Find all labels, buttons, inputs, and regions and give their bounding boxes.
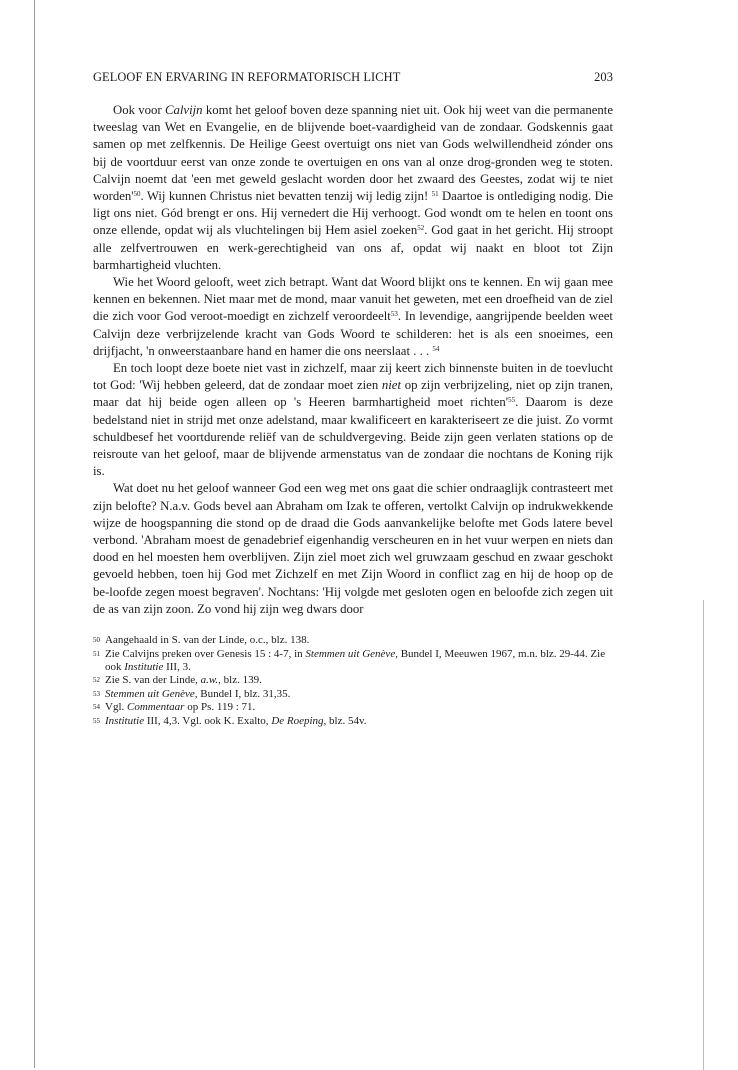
footnote-number: 53 — [93, 689, 100, 698]
text-run: Bundel I, Meeuwen 1967, m.n. blz. 29-44. Zie ook — [105, 647, 606, 673]
footnote — [93, 715, 613, 728]
page-number: 203 — [594, 70, 613, 84]
page — [93, 70, 613, 728]
italic-run: a.w., — [200, 674, 221, 687]
italic-run: Institutie — [105, 714, 145, 727]
italic-run: Calvijn — [165, 103, 203, 117]
footnote-text — [105, 674, 613, 687]
scan-left-edge — [34, 0, 35, 1068]
paragraph — [93, 360, 613, 480]
footnote-number: 50 — [93, 636, 100, 645]
text-run: . God gaat in het gericht. Hij stroopt alle zelfvertrouwen en werk-gerechtigheid van ons af, opdat wij naakt en bloot tot Zijn barmhartigheid vluchten. — [93, 223, 613, 272]
footnote-text — [105, 648, 613, 675]
text-run: Daartoe is ontlediging nodig. Die ligt ons niet. Gód brengt er ons. Hij vernedert die Hij verhoogt. God wondt om te helen en toont ons onze ellende, opdat wij als vluchtelingen bij Hem asiel zoeken — [93, 189, 613, 238]
footnote-text — [105, 634, 613, 647]
text-run: . Daarom is deze bedelstand niet in strijd met onze adelstand, maar kwalificeert en karakteriseert ze die juist. Zo vormt schuldbesef het voortdurende reliëf van de schuldvergeving. Beide zijn geen verlaten stations op de reisroute van het geloof, maar de blijvende armenstatus van de zondaar die nochtans de Koning rijk is. — [93, 395, 613, 479]
footnote-ref: 54 — [432, 344, 440, 353]
text-run: Zie Calvijns preken over Genesis 15 : 4-7, in — [105, 647, 306, 660]
text-run: . Wij kunnen Christus niet bevatten tenzij wij ledig zijn! — [140, 189, 432, 204]
footnote-ref: 53 — [390, 310, 398, 319]
text-run: Wie het Woord gelooft, weet zich betrapt. Want dat Woord blijkt ons te kennen. En wij gaan mee kennen en bekennen. Niet maar met de mond, maar vanuit het geweten, met een droefheid van de ziel die zich voor God veroot-moedigt en zichzelf veroordeelt — [93, 275, 613, 324]
text-run: Bundel I, blz. 31,35. — [197, 687, 291, 700]
footnote — [93, 674, 613, 687]
text-run: komt het geloof boven deze spanning niet uit. Ook hij weet van die permanente tweeslag van Wet en Evangelie, en de blijvende boet-vaardigheid van de zondaar. Godskennis gaat samen op met zelfkennis. De Heilige Geest overtuigt ons niet van Gods welwillendheid zónder ons bij de voortduur eerst van onze zonde te overtuigen en ons van al onze drog-gronden weg te stoten. Calvijn noemt dat 'een met geweld geslacht worden door het zwaard des Geestes, zodat wij te niet worden' — [93, 103, 613, 204]
footnote — [93, 634, 613, 647]
text-run: blz. 54v. — [326, 714, 367, 727]
paragraph — [93, 480, 613, 618]
scan-right-edge — [703, 600, 704, 1070]
text-run: Vgl. — [105, 701, 127, 714]
italic-run: niet — [381, 378, 402, 393]
footnote-text — [105, 715, 613, 728]
italic-run: Stemmen uit Genève, — [105, 687, 198, 700]
running-title: GELOOF EN ERVARING IN REFORMATORISCH LICHT — [93, 70, 401, 84]
body-text — [93, 102, 613, 618]
footnote-number: 51 — [93, 649, 100, 658]
paragraph — [93, 102, 613, 274]
footnote — [93, 688, 613, 701]
text-run: Wat doet nu het geloof wanneer God een weg met ons gaat die schier ondraaglijk contrasteert met zijn belofte? N.a.v. Gods bevel aan Abraham om Izak te offeren, vertolkt Calvijn op indrukwekkende wijze de hoogspanning die stond op de draad die Gods aanvankelijke belofte met Gods latere bevel verbond. 'Abraham moest de genadebrief eigenhandig verscheuren en in het vuur werpen en niets dan dood en hel moesten hem overblijven. Zijn ziel moet zich wel gruwzaam geschud en zwaar geschokt gevoeld hebben, toen hij God met Zichzelf en met Zijn Woord in conflict zag en hij de hoop op de be-loofde zegen moest begraven'. Nochtans: 'Hij volgde met gesloten ogen en beloofde zich zegen uit de as van zijn zoon. Zo vond hij zijn weg dwars door — [93, 481, 613, 616]
footnote-ref: 55 — [508, 396, 516, 405]
text-run: Zie S. van der Linde, — [105, 674, 201, 687]
footnote-number: 54 — [93, 703, 100, 712]
italic-run: Institutie — [124, 660, 164, 673]
text-run: En toch loopt deze boete niet vast in zichzelf, maar zij keert zich binnenste buiten in de toevlucht tot God: 'Wij hebben geleerd, dat de zondaar moet zien — [93, 361, 613, 393]
footnote — [93, 701, 613, 714]
running-header — [93, 70, 613, 85]
italic-run: De Roeping, — [271, 714, 327, 727]
text-run: . In levendige, aangrijpende beelden weet Calvijn deze verbrijzelende kracht van Gods Woord te schilderen: het is als een snoeimes, een drijfjacht, 'n onweerstaanbare hand en hamer die ons neerslaat . . . — [93, 309, 613, 358]
text-run: blz. 139. — [220, 674, 262, 687]
footnote — [93, 648, 613, 675]
footnotes — [93, 634, 613, 728]
text-run: III, 3. — [163, 660, 191, 673]
text-run: Ook voor — [113, 103, 166, 117]
text-run: III, 4,3. Vgl. ook K. Exalto, — [144, 714, 272, 727]
footnote-text — [105, 688, 613, 701]
text-run: op zijn verbrijzeling, niet op zijn tranen, maar dat hij beide ogen alleen op 's Heeren barmhartigheid moet richten' — [93, 378, 614, 410]
italic-run: Commentaar — [127, 701, 185, 714]
footnote-text — [105, 701, 613, 714]
footnote-ref: 51 — [431, 190, 439, 199]
paragraph — [93, 274, 613, 360]
text-run: op Ps. 119 : 71. — [184, 701, 256, 714]
footnote-number: 55 — [93, 716, 100, 725]
footnote-ref: 52 — [417, 224, 425, 233]
footnote-ref: 50 — [133, 190, 141, 199]
text-run: Aangehaald in S. van der Linde, o.c., blz. 138. — [105, 634, 310, 647]
italic-run: Stemmen uit Genève, — [305, 647, 398, 660]
footnote-number: 52 — [93, 676, 100, 685]
